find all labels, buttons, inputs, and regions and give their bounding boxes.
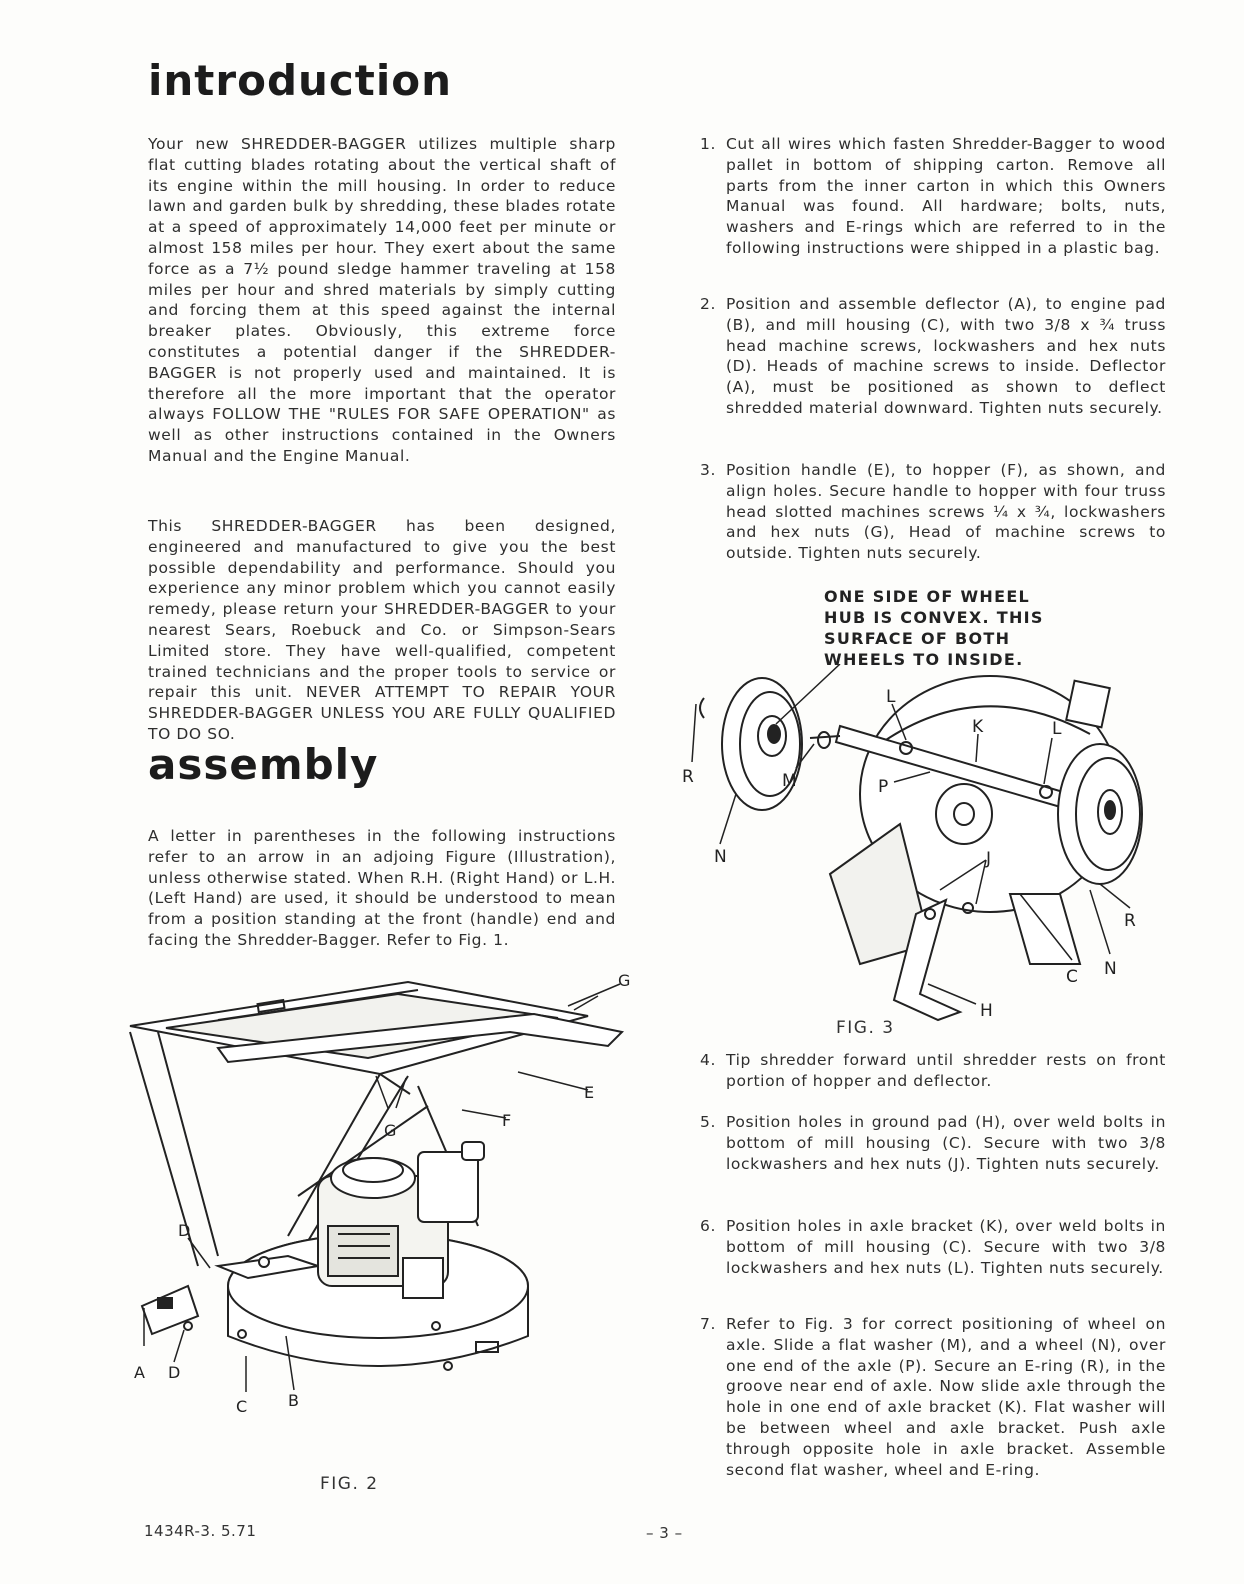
fig3-label-r-left: R xyxy=(682,767,694,787)
assembly-step-2 xyxy=(700,294,1166,419)
page-number: – 3 – xyxy=(646,1524,683,1542)
step-text: Position holes in axle bracket (K), over weld bolts in bottom of mill housing (C). Secure with two 3/8 lockwashers and hex nuts (L). Tighten nuts securely. xyxy=(726,1217,1166,1277)
step-text: Position handle (E), to hopper (F), as shown, and align holes. Secure handle to hopper with four truss head slotted machines screws ¼ x ¾, lockwashers and hex nuts (G), Head of machine screws to outside. Tighten nuts securely. xyxy=(726,461,1166,563)
introduction-heading: introduction xyxy=(148,56,453,105)
fig3-label-l-left: L xyxy=(886,687,896,707)
introduction-paragraph-2: This SHREDDER-BAGGER has been designed, engineered and manufactured to give you the best possible dependability and performance. Should you experience any minor problem which you cannot easily remedy, please return your SHREDDER-BAGGER to your nearest Sears, Roebuck and Co. or Simpson-Sears Limited store. They have well-qualified, competent trained technicians and the proper tools to service or repair this unit. NEVER ATTEMPT TO REPAIR YOUR SHREDDER-BAGGER UNLESS YOU ARE FULLY QUALIFIED TO DO SO. xyxy=(148,517,616,743)
fig2-label-e: E xyxy=(584,1083,595,1102)
fig2-label-g-top: G xyxy=(618,971,631,990)
step-number: 7. xyxy=(700,1315,716,1333)
fig2-label-d-bottom: D xyxy=(168,1363,181,1382)
figure-2-illustration xyxy=(118,966,648,1416)
assembly-step-1 xyxy=(700,134,1166,259)
fig3-label-j: J xyxy=(986,849,992,869)
assembly-step-3 xyxy=(700,460,1166,564)
assembly-step-4 xyxy=(700,1050,1166,1092)
step-number: 6. xyxy=(700,1217,716,1235)
step-text: Cut all wires which fasten Shredder-Bagger to wood pallet in bottom of shipping carton. Remove all parts from the inner carton in which this Owners Manual was found. All hardware; bolts, nuts, washers and E-rings which are referred to in the following instructions were shipped in a plastic bag. xyxy=(726,135,1166,257)
step-number: 1. xyxy=(700,135,716,153)
step-number: 4. xyxy=(700,1051,716,1069)
fig2-label-f: F xyxy=(502,1111,512,1130)
figure-3-caption: FIG. 3 xyxy=(836,1018,895,1038)
figure-3-wheel-note: ONE SIDE OF WHEEL HUB IS CONVEX. THIS SURFACE OF BOTH WHEELS TO INSIDE. xyxy=(824,587,1044,669)
fig3-label-k: K xyxy=(972,717,984,737)
document-code: 1434R-3. 5.71 xyxy=(144,1522,257,1540)
fig2-label-g-mid: G xyxy=(384,1121,397,1140)
fig3-label-n-left: N xyxy=(714,847,727,867)
fig3-label-r-right: R xyxy=(1124,911,1136,931)
assembly-step-7 xyxy=(700,1314,1166,1480)
step-text: Position and assemble deflector (A), to engine pad (B), and mill housing (C), with two 3/8 x ¾ truss head machine screws, lockwashers and hex nuts (D). Heads of machine screws to inside. Deflector (A), must be positioned as shown to deflect shredded material downward. Tighten nuts securely. xyxy=(726,295,1166,417)
introduction-paragraph-1: Your new SHREDDER-BAGGER utilizes multiple sharp flat cutting blades rotating about the vertical shaft of its engine within the mill housing. In order to reduce lawn and garden bulk by shredding, these blades rotate at a speed of approximately 14,000 feet per minute or almost 158 miles per hour. They exert about the same force as a 7½ pound sledge hammer traveling at 158 miles per hour and shred materials by simply cutting and forcing them at this speed against the internal breaker plates. Obviously, this extreme force constitutes a potential danger if the SHREDDER-BAGGER is not properly used and maintained. It is therefore all the more important that the operator always FOLLOW THE "RULES FOR SAFE OPERATION" as well as other instructions contained in the Owners Manual and the Engine Manual. xyxy=(148,135,616,465)
step-number: 5. xyxy=(700,1113,716,1131)
fig3-label-h: H xyxy=(980,1001,993,1021)
fig2-label-d-top: D xyxy=(178,1221,191,1240)
assembly-step-5 xyxy=(700,1112,1166,1174)
fig2-label-b: B xyxy=(288,1391,299,1410)
assembly-intro-paragraph: A letter in parentheses in the following instructions refer to an arrow in an adjoing Figure (Illustration), unless otherwise stated. When R.H. (Right Hand) or L.H. (Left Hand) are used, it should be understood to mean from a position standing at the front (handle) end and facing the Shredder-Bagger. Refer to Fig. 1. xyxy=(148,827,616,949)
assembly-heading: assembly xyxy=(148,740,379,789)
fig3-label-m: M xyxy=(782,771,797,791)
fig3-label-l-right: L xyxy=(1052,719,1062,739)
assembly-step-6 xyxy=(700,1216,1166,1278)
step-number: 3. xyxy=(700,461,716,479)
fig2-label-c: C xyxy=(236,1397,248,1416)
figure-3-illustration xyxy=(680,664,1160,1024)
step-text: Tip shredder forward until shredder rests on front portion of hopper and deflector. xyxy=(726,1051,1166,1090)
fig2-label-a: A xyxy=(134,1363,145,1382)
step-text: Position holes in ground pad (H), over weld bolts in bottom of mill housing (C). Secure with two 3/8 lockwashers and hex nuts (J). Tighten nuts securely. xyxy=(726,1113,1166,1173)
fig3-label-p: P xyxy=(878,777,889,797)
step-number: 2. xyxy=(700,295,716,313)
fig3-label-n-right: N xyxy=(1104,959,1117,979)
step-text: Refer to Fig. 3 for correct positioning of wheel on axle. Slide a flat washer (M), and a wheel (N), over one end of the axle (P). Secure an E-ring (R), in the groove near end of axle. Now slide axle through the hole in one end of axle bracket (K). Flat washer will be between wheel and axle bracket. Push axle through opposite hole in axle bracket. Assemble second flat washer, wheel and E-ring. xyxy=(726,1315,1166,1479)
figure-2-caption: FIG. 2 xyxy=(320,1474,379,1494)
fig3-label-c: C xyxy=(1066,967,1078,987)
